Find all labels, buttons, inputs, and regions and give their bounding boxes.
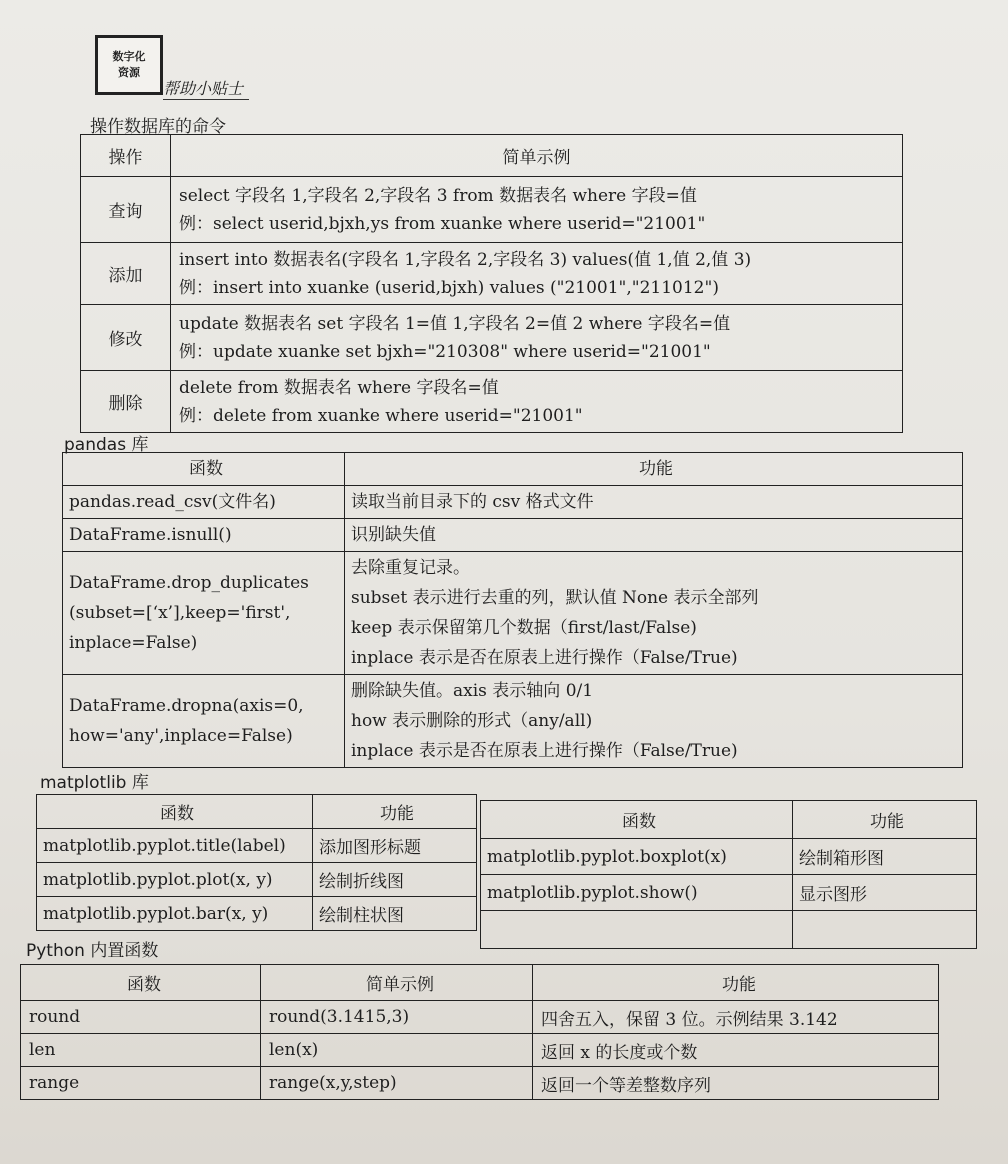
example-cell [171, 177, 903, 243]
desc-line: 读取当前目录下的 csv 格式文件 [351, 492, 594, 512]
example-line: 例：insert into xuanke (userid,bjxh) values ("21001","211012") [179, 277, 719, 298]
table-row [37, 829, 477, 863]
desc-cell: 显示图形 [793, 875, 977, 911]
table-row [81, 371, 903, 433]
desc-cell [345, 519, 963, 552]
table-header-row [63, 453, 963, 486]
header-desc: 功能 [345, 453, 963, 486]
op-cell: 修改 [81, 305, 171, 371]
func-cell: matplotlib.pyplot.title(label) [37, 829, 313, 863]
matplotlib-table-right [480, 800, 977, 949]
desc-cell: 添加图形标题 [313, 829, 477, 863]
badge-line1: 数字化 [112, 50, 146, 63]
func-line: (subset=[‘x’],keep='first', [69, 603, 291, 623]
op-cell: 添加 [81, 243, 171, 305]
table-row [21, 1001, 939, 1034]
header-desc: 功能 [533, 965, 939, 1001]
header-desc: 功能 [793, 801, 977, 839]
empty-cell [481, 911, 793, 949]
desc-cell: 绘制箱形图 [793, 839, 977, 875]
table-row [63, 486, 963, 519]
badge-line2: 资源 [118, 66, 140, 79]
func-line: DataFrame.isnull() [69, 525, 232, 545]
func-line: DataFrame.drop_duplicates [69, 573, 309, 593]
desc-cell: 绘制柱状图 [313, 897, 477, 931]
matplotlib-section-title: matplotlib 库 [40, 773, 149, 793]
table-header-row [37, 795, 477, 829]
table-row [481, 839, 977, 875]
table-row [81, 305, 903, 371]
db-commands-table [80, 134, 903, 433]
desc-line: keep 表示保留第几个数据（first/last/False) [351, 618, 697, 638]
table-row [63, 519, 963, 552]
func-cell [63, 552, 345, 675]
header-func: 函数 [481, 801, 793, 839]
func-line: how='any',inplace=False) [69, 726, 293, 746]
example-cell [171, 305, 903, 371]
table-header-row [481, 801, 977, 839]
syntax-line: select 字段名 1,字段名 2,字段名 3 from 数据表名 where 字段=值 [179, 185, 697, 206]
func-cell: matplotlib.pyplot.bar(x, y) [37, 897, 313, 931]
example-cell [171, 371, 903, 433]
syntax-line: delete from 数据表名 where 字段名=值 [179, 377, 499, 398]
table-row [37, 897, 477, 931]
header-example: 简单示例 [261, 965, 533, 1001]
table-row [37, 863, 477, 897]
empty-cell [793, 911, 977, 949]
header-desc: 功能 [313, 795, 477, 829]
desc-line: 删除缺失值。axis 表示轴向 0/1 [351, 681, 594, 701]
table-row [63, 675, 963, 768]
func-cell: len [21, 1034, 261, 1067]
op-cell: 查询 [81, 177, 171, 243]
func-cell: round [21, 1001, 261, 1034]
func-cell [63, 675, 345, 768]
table-row [481, 875, 977, 911]
func-line: inplace=False) [69, 633, 198, 653]
pandas-table [62, 452, 963, 768]
syntax-line: update 数据表名 set 字段名 1=值 1,字段名 2=值 2 where 字段名=值 [179, 313, 731, 334]
matplotlib-table-left [36, 794, 477, 931]
desc-cell [345, 486, 963, 519]
example-line: 例：select userid,bjxh,ys from xuanke where userid="21001" [179, 213, 706, 234]
table-row [81, 177, 903, 243]
digital-resource-badge [95, 35, 163, 95]
table-row [81, 243, 903, 305]
func-cell: matplotlib.pyplot.boxplot(x) [481, 839, 793, 875]
table-row [63, 552, 963, 675]
desc-line: subset 表示进行去重的列，默认值 None 表示全部列 [351, 588, 759, 608]
python-builtins-table [20, 964, 939, 1100]
table-header-row [81, 135, 903, 177]
table-header-row [21, 965, 939, 1001]
func-cell: range [21, 1067, 261, 1100]
header-func: 函数 [37, 795, 313, 829]
op-cell: 删除 [81, 371, 171, 433]
func-line: DataFrame.dropna(axis=0, [69, 696, 304, 716]
header-func: 函数 [21, 965, 261, 1001]
desc-cell: 绘制折线图 [313, 863, 477, 897]
header-func: 函数 [63, 453, 345, 486]
desc-line: inplace 表示是否在原表上进行操作（False/True) [351, 648, 738, 668]
func-cell: matplotlib.pyplot.plot(x, y) [37, 863, 313, 897]
desc-cell: 返回 x 的长度或个数 [533, 1034, 939, 1067]
syntax-line: insert into 数据表名(字段名 1,字段名 2,字段名 3) values(值 1,值 2,值 3) [179, 249, 752, 270]
example-line: 例：update xuanke set bjxh="210308" where userid="21001" [179, 341, 711, 362]
header-op: 操作 [81, 135, 171, 177]
desc-cell: 四舍五入，保留 3 位。示例结果 3.142 [533, 1001, 939, 1034]
desc-cell [345, 552, 963, 675]
func-cell [63, 486, 345, 519]
func-cell [63, 519, 345, 552]
example-cell: len(x) [261, 1034, 533, 1067]
tips-title: 帮助小贴士 [163, 76, 249, 100]
desc-line: inplace 表示是否在原表上进行操作（False/True) [351, 741, 738, 761]
table-row [21, 1067, 939, 1100]
example-cell: range(x,y,step) [261, 1067, 533, 1100]
func-line: pandas.read_csv(文件名) [69, 492, 276, 512]
desc-line: 去除重复记录。 [351, 558, 470, 578]
example-line: 例：delete from xuanke where userid="21001" [179, 405, 583, 426]
example-cell: round(3.1415,3) [261, 1001, 533, 1034]
example-cell [171, 243, 903, 305]
table-row [21, 1034, 939, 1067]
func-cell: matplotlib.pyplot.show() [481, 875, 793, 911]
python-section-title: Python 内置函数 [26, 941, 159, 961]
desc-line: 识别缺失值 [351, 525, 436, 545]
desc-cell [345, 675, 963, 768]
header-example: 简单示例 [171, 135, 903, 177]
desc-line: how 表示删除的形式（any/all) [351, 711, 593, 731]
desc-cell: 返回一个等差整数序列 [533, 1067, 939, 1100]
pandas-section-title: pandas 库 [64, 435, 149, 455]
table-row [481, 911, 977, 949]
db-section-title: 操作数据库的命令 [90, 117, 226, 137]
